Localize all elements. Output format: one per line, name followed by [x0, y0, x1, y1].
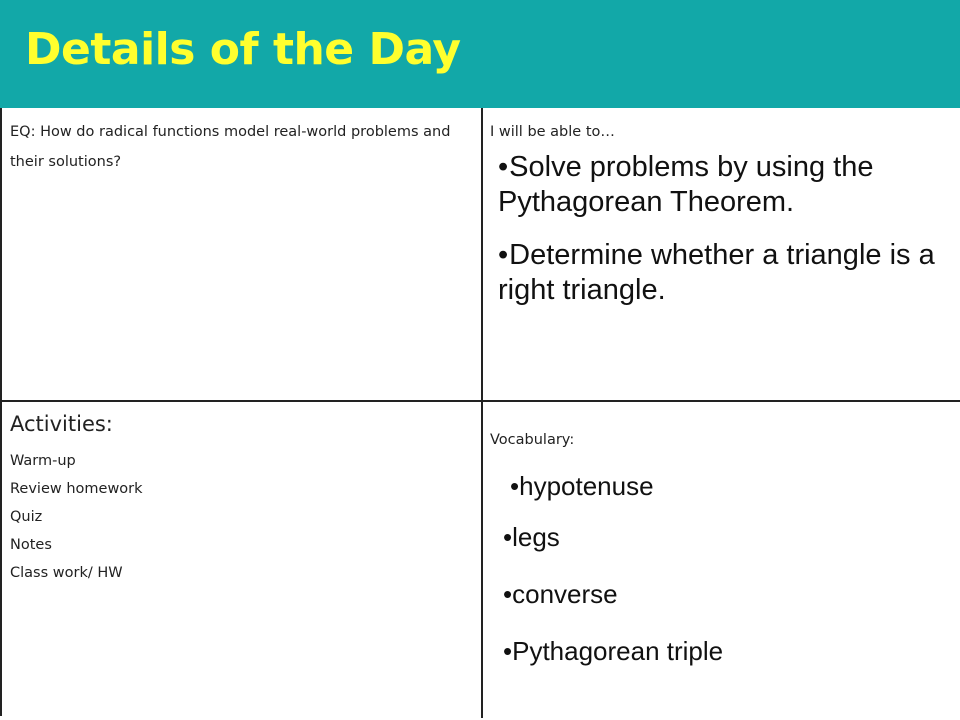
objective-text: Solve problems by using the Pythagorean Theorem. — [498, 151, 874, 218]
activity-item: Quiz — [10, 509, 43, 525]
vocab-item — [503, 636, 723, 666]
bullet-icon: • — [498, 239, 509, 271]
objectives-label: I will be able to… — [490, 124, 615, 140]
vocab-term: converse — [512, 579, 618, 609]
activity-item: Notes — [10, 537, 52, 553]
vocab-term: Pythagorean triple — [512, 636, 724, 666]
row-divider — [0, 400, 960, 402]
bullet-icon: • — [510, 471, 520, 501]
vocab-item — [503, 579, 618, 609]
essential-question: EQ: How do radical functions model real-world problems and their solutions? — [10, 124, 451, 170]
vocab-item — [503, 522, 560, 552]
bullet-icon: • — [503, 579, 513, 609]
activity-item: Class work/ HW — [10, 565, 123, 581]
objective-text: Determine whether a triangle is a right triangle. — [498, 239, 935, 306]
bullet-icon: • — [503, 522, 513, 552]
objective-item — [498, 238, 938, 308]
activities-heading: Activities: — [10, 412, 113, 436]
vocab-term: hypotenuse — [519, 471, 654, 501]
title-banner — [0, 0, 960, 108]
objective-item — [498, 150, 938, 220]
vocabulary-heading: Vocabulary: — [490, 432, 575, 448]
column-divider — [481, 108, 483, 718]
vocab-item — [510, 471, 654, 501]
bullet-icon: • — [498, 151, 509, 183]
objectives-list — [498, 150, 938, 326]
page-title: Details of the Day — [25, 24, 461, 75]
activity-item: Review homework — [10, 481, 143, 497]
bullet-icon: • — [503, 636, 513, 666]
vocab-term: legs — [512, 522, 560, 552]
activity-item: Warm-up — [10, 453, 76, 469]
activities-list — [10, 447, 143, 587]
